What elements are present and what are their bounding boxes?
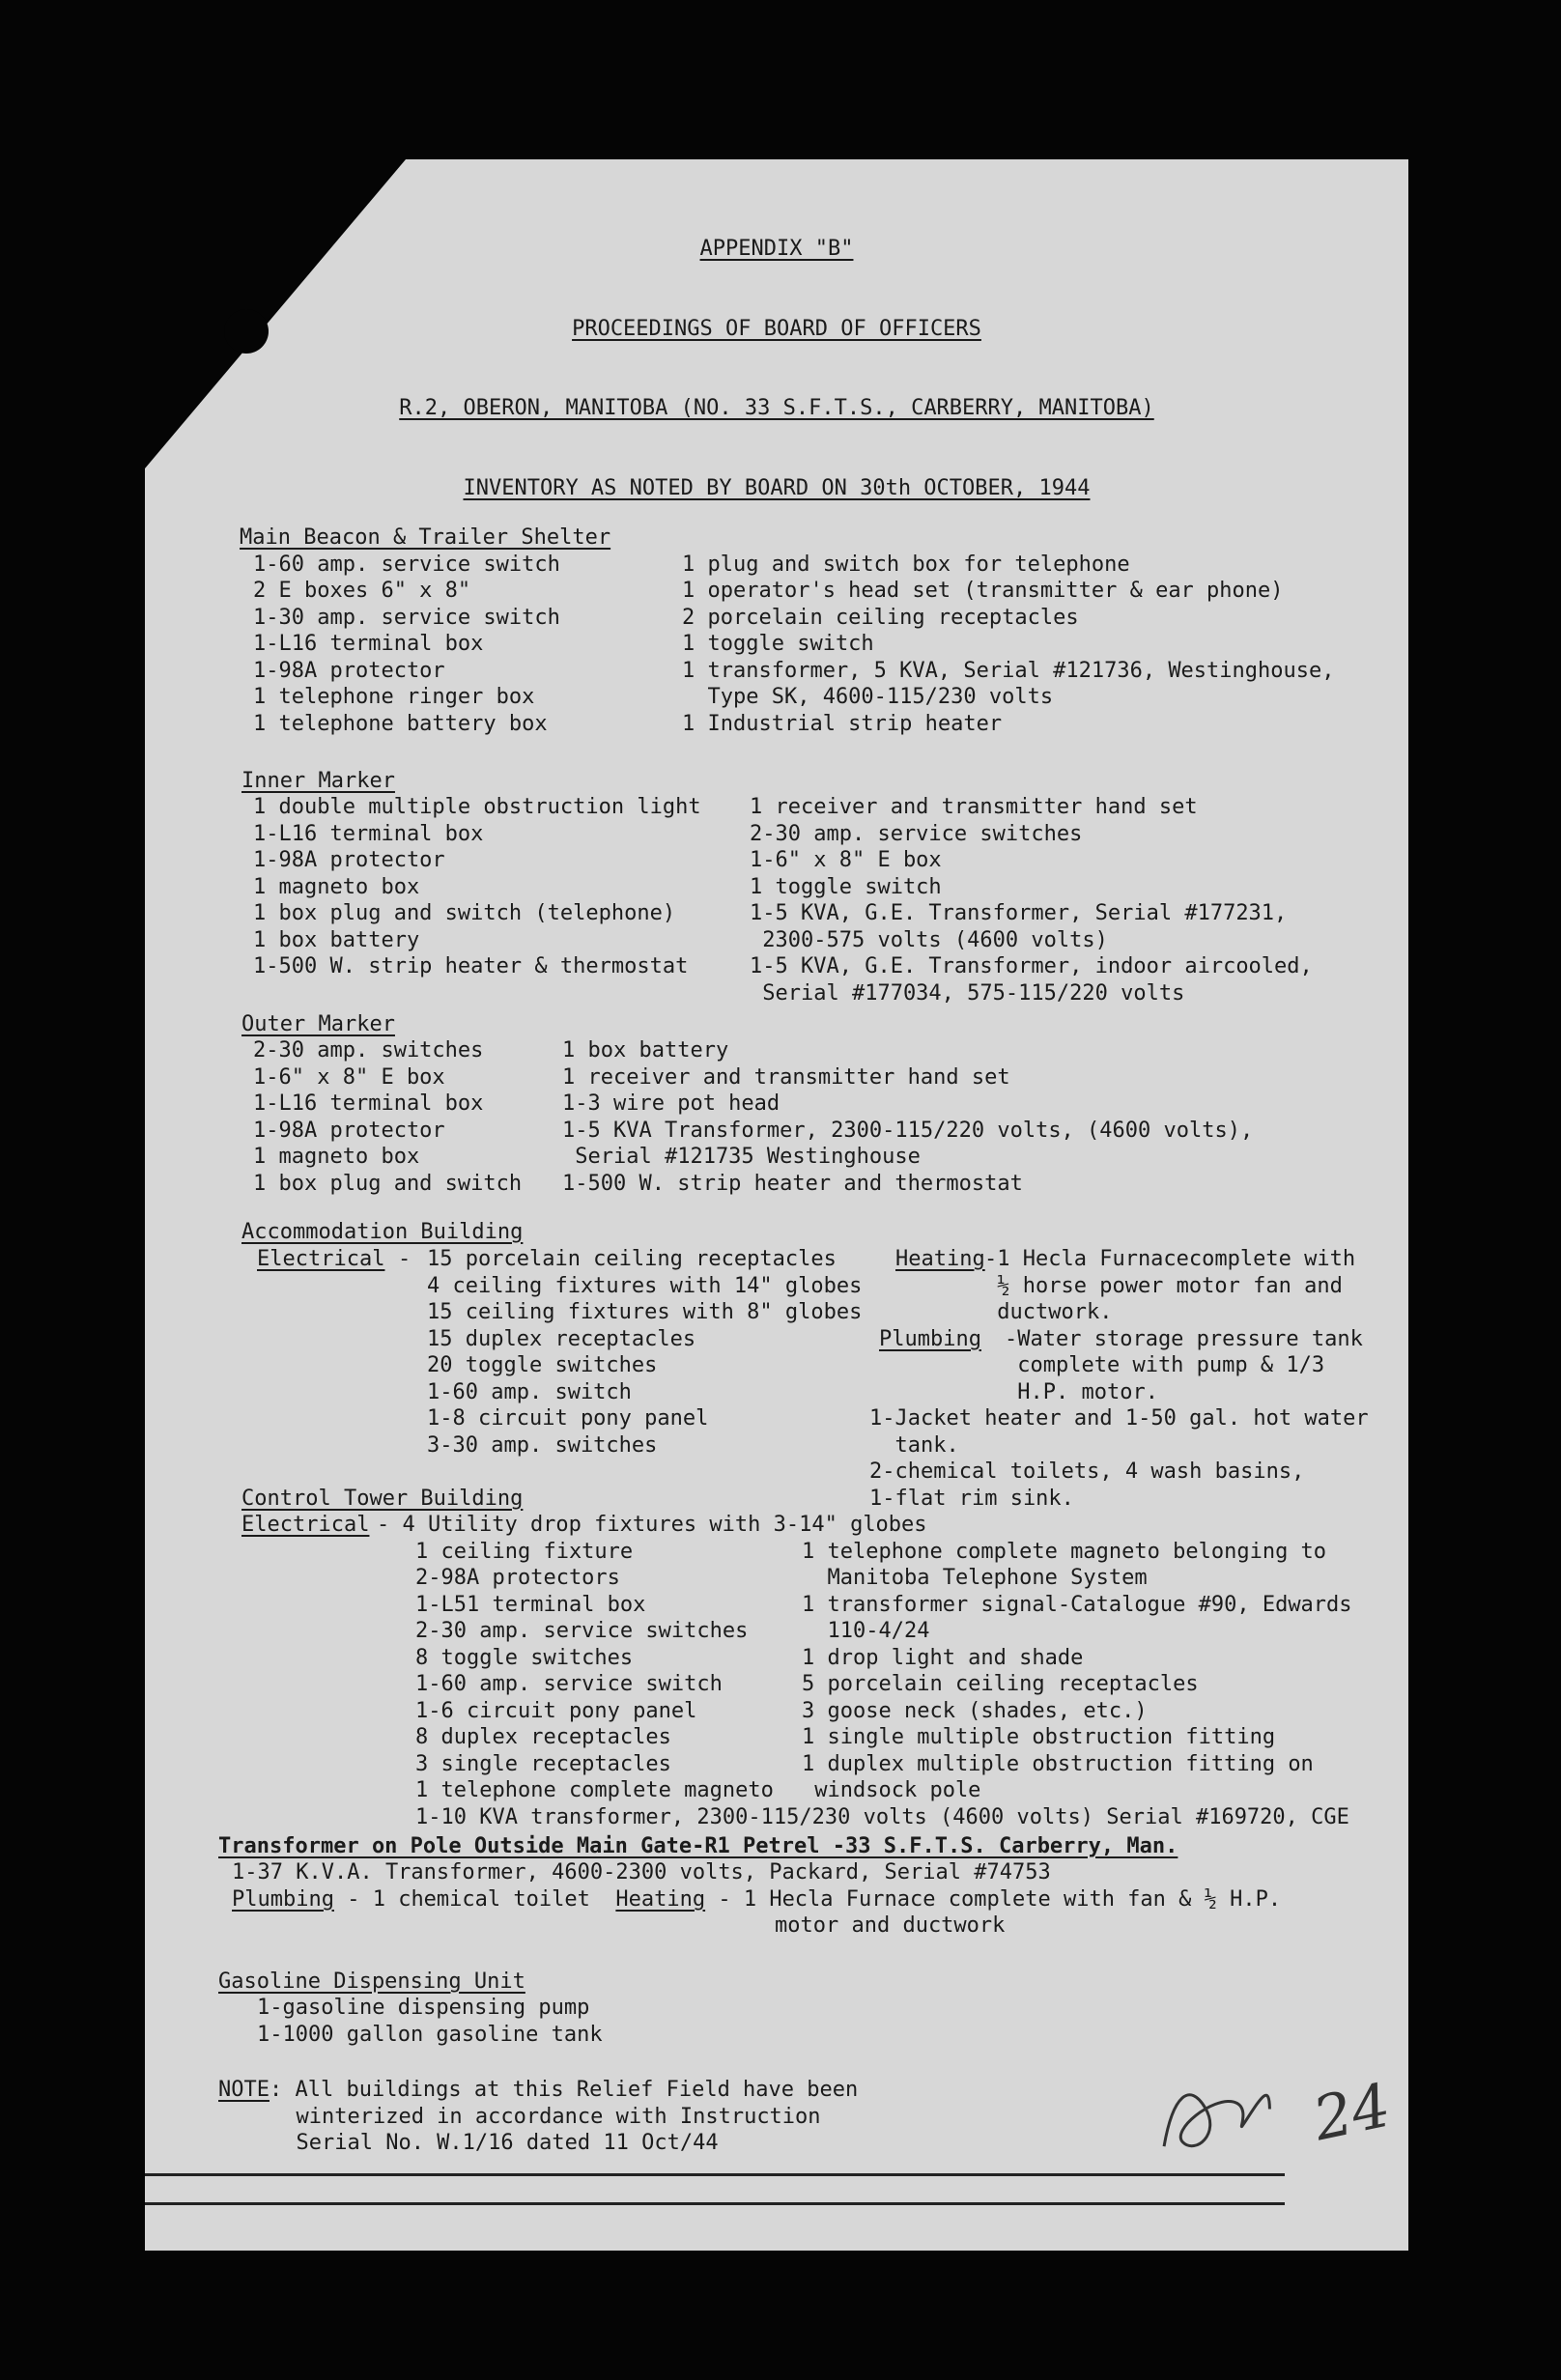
list-item: 1-L16 terminal box — [253, 632, 484, 656]
list-item: 2 porcelain ceiling receptacles — [682, 606, 1079, 630]
list-item: Type SK, 4600-115/230 volts — [682, 685, 1054, 709]
list-item: 1-60 amp. service switch — [253, 552, 560, 577]
list-item: 1 transformer signal-Catalogue #90, Edwards — [802, 1593, 1352, 1617]
list-item: 1 magneto box — [253, 1145, 420, 1169]
bottom-rule — [145, 2202, 1285, 2205]
list-item: 1-30 amp. service switch — [253, 606, 560, 630]
location-line: R.2, OBERON, MANITOBA (NO. 33 S.F.T.S., CARBERRY, MANITOBA) — [399, 396, 1154, 420]
list-item: 3-30 amp. switches — [427, 1433, 658, 1458]
list-item: Serial #177034, 575-115/220 volts — [750, 981, 1185, 1006]
list-item: 1-3 wire pot head — [562, 1091, 780, 1116]
list-item: 1 receiver and transmitter hand set — [750, 795, 1198, 819]
plumbing-label: Plumbing — [879, 1327, 981, 1351]
note-line: : All buildings at this Relief Field have been — [269, 2078, 859, 2102]
bottom-rule — [145, 2173, 1285, 2176]
list-item: 1-500 W. strip heater & thermostat — [253, 954, 689, 978]
list-item: 1 single multiple obstruction fitting — [802, 1725, 1276, 1749]
list-item: 1 telephone battery box — [253, 712, 548, 736]
proceedings-title: PROCEEDINGS OF BOARD OF OFFICERS — [572, 317, 981, 341]
list-item: 2-30 amp. service switches — [415, 1619, 749, 1643]
list-item: 1-98A protector — [253, 848, 445, 872]
list-item: 8 duplex receptacles — [415, 1725, 671, 1749]
list-item: 1 box plug and switch (telephone) — [253, 901, 676, 925]
list-item: 1-6" x 8" E box — [253, 1065, 445, 1090]
heating-label: Heating — [895, 1247, 985, 1271]
transformer-pole-services — [232, 1886, 1281, 1913]
section-heading-main-beacon: Main Beacon & Trailer Shelter — [240, 525, 611, 550]
accommodation-other-line: 1-flat rim sink. — [869, 1487, 1074, 1511]
heating-line: ductwork. — [984, 1300, 1113, 1324]
list-item: 1 Industrial strip heater — [682, 712, 1003, 736]
list-item: 1 duplex multiple obstruction fitting on — [802, 1752, 1314, 1776]
list-item: 1-5 KVA, G.E. Transformer, indoor aircooled, — [750, 954, 1313, 978]
inventory-title: INVENTORY AS NOTED BY BOARD ON 30th OCTOBER, 1944 — [463, 476, 1091, 500]
control-tower-first-line: - 4 Utility drop fixtures with 3-14" globes — [377, 1513, 927, 1537]
list-item: 2300-575 volts (4600 volts) — [750, 928, 1108, 952]
list-item: 1-gasoline dispensing pump — [257, 1996, 590, 2020]
list-item: 2 E boxes 6" x 8" — [253, 579, 471, 603]
list-item: 1-L16 terminal box — [253, 822, 484, 846]
heating-continued: motor and ductwork — [775, 1913, 1006, 1938]
list-item: 1-60 amp. switch — [427, 1380, 632, 1404]
list-item: 1 box battery — [562, 1038, 729, 1062]
heating-text: - 1 Hecla Furnace complete with fan & ½ H.P. — [705, 1887, 1282, 1912]
list-item: 15 porcelain ceiling receptacles — [427, 1247, 837, 1271]
list-item: 1 operator's head set (transmitter & ear phone) — [682, 579, 1284, 603]
list-item: 1 drop light and shade — [802, 1646, 1084, 1670]
list-item: 3 single receptacles — [415, 1752, 671, 1776]
list-item: 15 ceiling fixtures with 8" globes — [427, 1300, 863, 1324]
list-item: 1 transformer, 5 KVA, Serial #121736, Westinghouse, — [682, 659, 1335, 683]
note-label: NOTE — [218, 2078, 270, 2102]
folded-corner — [145, 159, 406, 468]
note-line: winterized in accordance with Instruction — [270, 2105, 821, 2129]
list-item: 1-98A protector — [253, 659, 445, 683]
list-item: 4 ceiling fixtures with 14" globes — [427, 1274, 863, 1298]
electrical-label: Electrical — [257, 1247, 385, 1271]
list-item: 1-98A protector — [253, 1119, 445, 1143]
list-item: 1 telephone ringer box — [253, 685, 535, 709]
list-item: 1 box plug and switch — [253, 1172, 523, 1196]
list-item: 3 goose neck (shades, etc.) — [802, 1699, 1148, 1723]
list-item: 1 double multiple obstruction light — [253, 795, 701, 819]
control-tower-last-line: 1-10 KVA transformer, 2300-115/230 volts (4600 volts) Serial #169720, CGE — [415, 1805, 1349, 1829]
section-heading-transformer-pole: Transformer on Pole Outside Main Gate-R1 Petrel -33 S.F.T.S. Carberry, Man. — [218, 1834, 1178, 1858]
heating-line: -1 Hecla Furnacecomplete with — [984, 1247, 1356, 1271]
list-item: 1 toggle switch — [750, 875, 942, 899]
plumbing-line: H.P. motor. — [1005, 1380, 1158, 1404]
list-item: 1 box battery — [253, 928, 420, 952]
list-item: 1 magneto box — [253, 875, 420, 899]
plumbing-text: - 1 chemical toilet — [333, 1887, 616, 1912]
list-item: 1-L16 terminal box — [253, 1091, 484, 1116]
section-heading-gasoline: Gasoline Dispensing Unit — [218, 1969, 525, 1994]
signature-scribble — [1141, 2054, 1291, 2168]
heating-line: ½ horse power motor fan and — [984, 1274, 1343, 1298]
plumbing-label: Plumbing — [232, 1887, 334, 1912]
list-item: Serial #121735 Westinghouse — [562, 1145, 921, 1169]
signature — [1141, 2054, 1294, 2181]
page-number: 24 — [1307, 2069, 1397, 2155]
list-item: 1 plug and switch box for telephone — [682, 552, 1130, 577]
accommodation-other-line: 1-Jacket heater and 1-50 gal. hot water — [869, 1406, 1369, 1431]
appendix-title: APPENDIX "B" — [699, 237, 854, 261]
section-heading-accommodation: Accommodation Building — [241, 1220, 524, 1244]
note — [218, 2077, 858, 2104]
list-item: 1-500 W. strip heater and thermostat — [562, 1172, 1023, 1196]
dash-separator: - — [398, 1247, 412, 1271]
list-item: 1-5 KVA Transformer, 2300-115/220 volts, (4600 volts), — [562, 1119, 1254, 1143]
list-item: 1-5 KVA, G.E. Transformer, Serial #177231, — [750, 901, 1288, 925]
plumbing-line: complete with pump & 1/3 — [1005, 1353, 1325, 1377]
list-item: 2-98A protectors — [415, 1566, 620, 1590]
section-heading-inner-marker: Inner Marker — [241, 769, 395, 793]
list-item: 1 toggle switch — [682, 632, 874, 656]
electrical-label: Electrical — [241, 1513, 370, 1537]
list-item: windsock pole — [802, 1778, 981, 1802]
list-item: 1-6" x 8" E box — [750, 848, 942, 872]
section-heading-control-tower: Control Tower Building — [241, 1487, 524, 1511]
accommodation-other-line: 2-chemical toilets, 4 wash basins, — [869, 1459, 1305, 1484]
list-item: 5 porcelain ceiling receptacles — [802, 1672, 1199, 1696]
list-item: Manitoba Telephone System — [802, 1566, 1148, 1590]
plumbing-line: -Water storage pressure tank — [1005, 1327, 1363, 1351]
note-line: Serial No. W.1/16 dated 11 Oct/44 — [270, 2131, 719, 2155]
list-item: 1 receiver and transmitter hand set — [562, 1065, 1010, 1090]
accommodation-other-line: tank. — [869, 1433, 959, 1458]
list-item: 1 telephone complete magneto belonging to — [802, 1540, 1327, 1564]
list-item: 1-L51 terminal box — [415, 1593, 646, 1617]
section-heading-outer-marker: Outer Marker — [241, 1012, 395, 1036]
transformer-pole-line: 1-37 K.V.A. Transformer, 4600-2300 volts, Packard, Serial #74753 — [232, 1860, 1051, 1884]
list-item: 15 duplex receptacles — [427, 1327, 696, 1351]
list-item: 2-30 amp. switches — [253, 1038, 484, 1062]
list-item: 1 ceiling fixture — [415, 1540, 634, 1564]
list-item: 110-4/24 — [802, 1619, 930, 1643]
list-item: 20 toggle switches — [427, 1353, 658, 1377]
list-item: 2-30 amp. service switches — [750, 822, 1083, 846]
list-item: 1-8 circuit pony panel — [427, 1406, 709, 1431]
list-item: 1-1000 gallon gasoline tank — [257, 2023, 603, 2047]
heating-label: Heating — [615, 1887, 706, 1912]
list-item: 1-60 amp. service switch — [415, 1672, 723, 1696]
list-item: 1-6 circuit pony panel — [415, 1699, 697, 1723]
list-item: 8 toggle switches — [415, 1646, 634, 1670]
list-item: 1 telephone complete magneto — [415, 1778, 774, 1802]
document-page — [145, 159, 1408, 2251]
